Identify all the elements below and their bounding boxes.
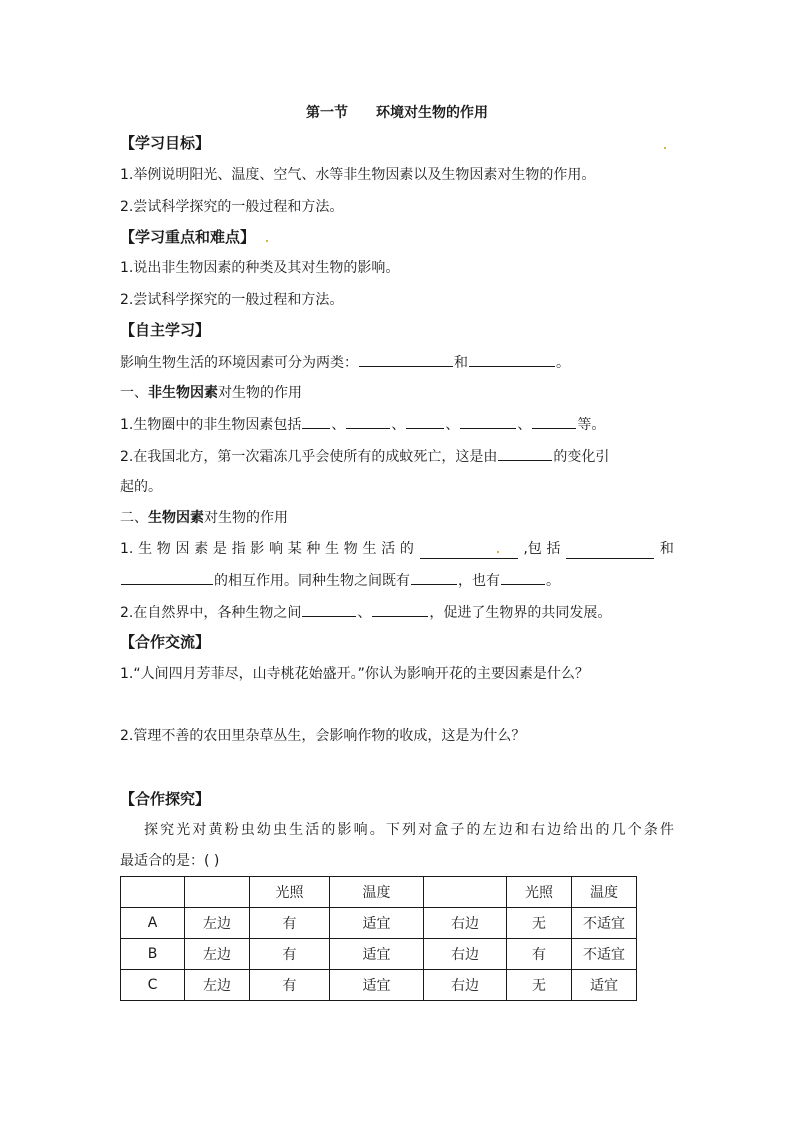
part1-question-2-cont: 起的。 (120, 479, 162, 495)
fill-blank[interactable] (532, 414, 576, 429)
condition-table (120, 876, 637, 1001)
fill-blank[interactable] (346, 414, 390, 429)
table-header-cell: 温度 (330, 877, 424, 908)
table-cell: 左边 (185, 939, 250, 970)
fill-blank[interactable] (406, 414, 444, 429)
inquiry-text-line-1: 探究光对黄粉虫幼虫生活的影响。下列对盒子的左边和右边给出的几个条件 (144, 822, 674, 838)
table-header-row (121, 877, 637, 908)
fill-blank[interactable] (411, 570, 457, 585)
inquiry-text-line-2: 最适合的是：( ) (120, 853, 220, 869)
table-cell: 适宜 (330, 908, 424, 939)
table-cell: 右边 (424, 970, 507, 1001)
title-section: 第一节 (306, 105, 348, 121)
table-header-cell: 光照 (250, 877, 330, 908)
table-cell: 右边 (424, 908, 507, 939)
table-cell: 有 (250, 939, 330, 970)
table-cell: 适宜 (330, 939, 424, 970)
part2-heading: 二、生物因素对生物的作用 (120, 510, 288, 526)
cooperation-question-2: 2.管理不善的农田里杂草丛生，会影响作物的收成，这是为什么？ (120, 728, 526, 744)
table-cell: 右边 (424, 939, 507, 970)
fill-blank[interactable] (121, 570, 213, 585)
table-header-cell: 温度 (572, 877, 637, 908)
goals-item-2: 2.尝试科学探究的一般过程和方法。 (120, 199, 344, 215)
table-cell: 左边 (185, 970, 250, 1001)
fill-blank[interactable] (498, 446, 552, 461)
table-cell: 适宜 (330, 970, 424, 1001)
table-cell: 有 (250, 908, 330, 939)
table-row (121, 908, 637, 939)
part2-question-1: 1. 生 物 因 素 是 指 影 响 某 种 生 物 生 活 的 ,包 括 和 (120, 541, 674, 557)
table-cell: A (121, 908, 185, 939)
part1-question-2: 2.在我国北方，第一次霜冻几乎会使所有的成蚊死亡，这是由 的变化引 (120, 446, 609, 467)
table-row (121, 970, 637, 1001)
table-cell: 无 (507, 970, 572, 1001)
fill-blank[interactable] (460, 414, 516, 429)
self-study-heading: 【自主学习】 (120, 321, 211, 339)
table-cell: 不适宜 (572, 939, 637, 970)
table-header-cell (121, 877, 185, 908)
table-cell: 有 (250, 970, 330, 1001)
table-row (121, 939, 637, 970)
title-name: 环境对生物的作用 (376, 105, 488, 121)
fill-blank[interactable] (469, 352, 555, 367)
goals-item-1: 1.举例说明阳光、温度、空气、水等非生物因素以及生物因素对生物的作用。 (120, 167, 596, 183)
fill-blank[interactable] (566, 544, 654, 559)
cooperation-question-1: 1.“人间四月芳菲尽，山寺桃花始盛开。”你认为影响开花的主要因素是什么？ (120, 666, 589, 682)
self-study-intro: 影响生物生活的环境因素可分为两类： 和 。 (120, 352, 570, 373)
part1-heading: 一、非生物因素对生物的作用 (120, 385, 302, 401)
stray-dot (497, 551, 499, 553)
key-points-item-2: 2.尝试科学探究的一般过程和方法。 (120, 292, 344, 308)
table-header-cell (185, 877, 250, 908)
fill-blank[interactable] (359, 352, 453, 367)
key-points-heading: 【学习重点和难点】 (120, 228, 256, 246)
table-header-cell (424, 877, 507, 908)
table-cell: 无 (507, 908, 572, 939)
table-cell: 不适宜 (572, 908, 637, 939)
part1-question-1: 1.生物圈中的非生物因素包括 、 、 、 、 等。 (120, 414, 605, 435)
table-cell: 左边 (185, 908, 250, 939)
fill-blank[interactable] (420, 544, 518, 559)
fill-blank[interactable] (302, 602, 356, 617)
fill-blank[interactable] (372, 602, 428, 617)
stray-dot (664, 147, 666, 149)
table-header-cell: 光照 (507, 877, 572, 908)
table-cell: B (121, 939, 185, 970)
part2-question-1-cont: 的相互作用。同种生物之间既有 ，也有 。 (120, 570, 560, 591)
cooperation-heading: 【合作交流】 (120, 633, 211, 651)
inquiry-heading: 【合作探究】 (120, 790, 211, 808)
table-cell: 适宜 (572, 970, 637, 1001)
key-points-item-1: 1.说出非生物因素的种类及其对生物的影响。 (120, 260, 400, 276)
table-cell: C (121, 970, 185, 1001)
part2-question-2: 2.在自然界中，各种生物之间 、 ，促进了生物界的共同发展。 (120, 602, 611, 623)
table-cell: 有 (507, 939, 572, 970)
page-title (0, 102, 794, 122)
goals-heading: 【学习目标】 (120, 134, 211, 152)
fill-blank[interactable] (501, 570, 545, 585)
stray-dot (266, 240, 268, 242)
fill-blank[interactable] (302, 414, 330, 429)
